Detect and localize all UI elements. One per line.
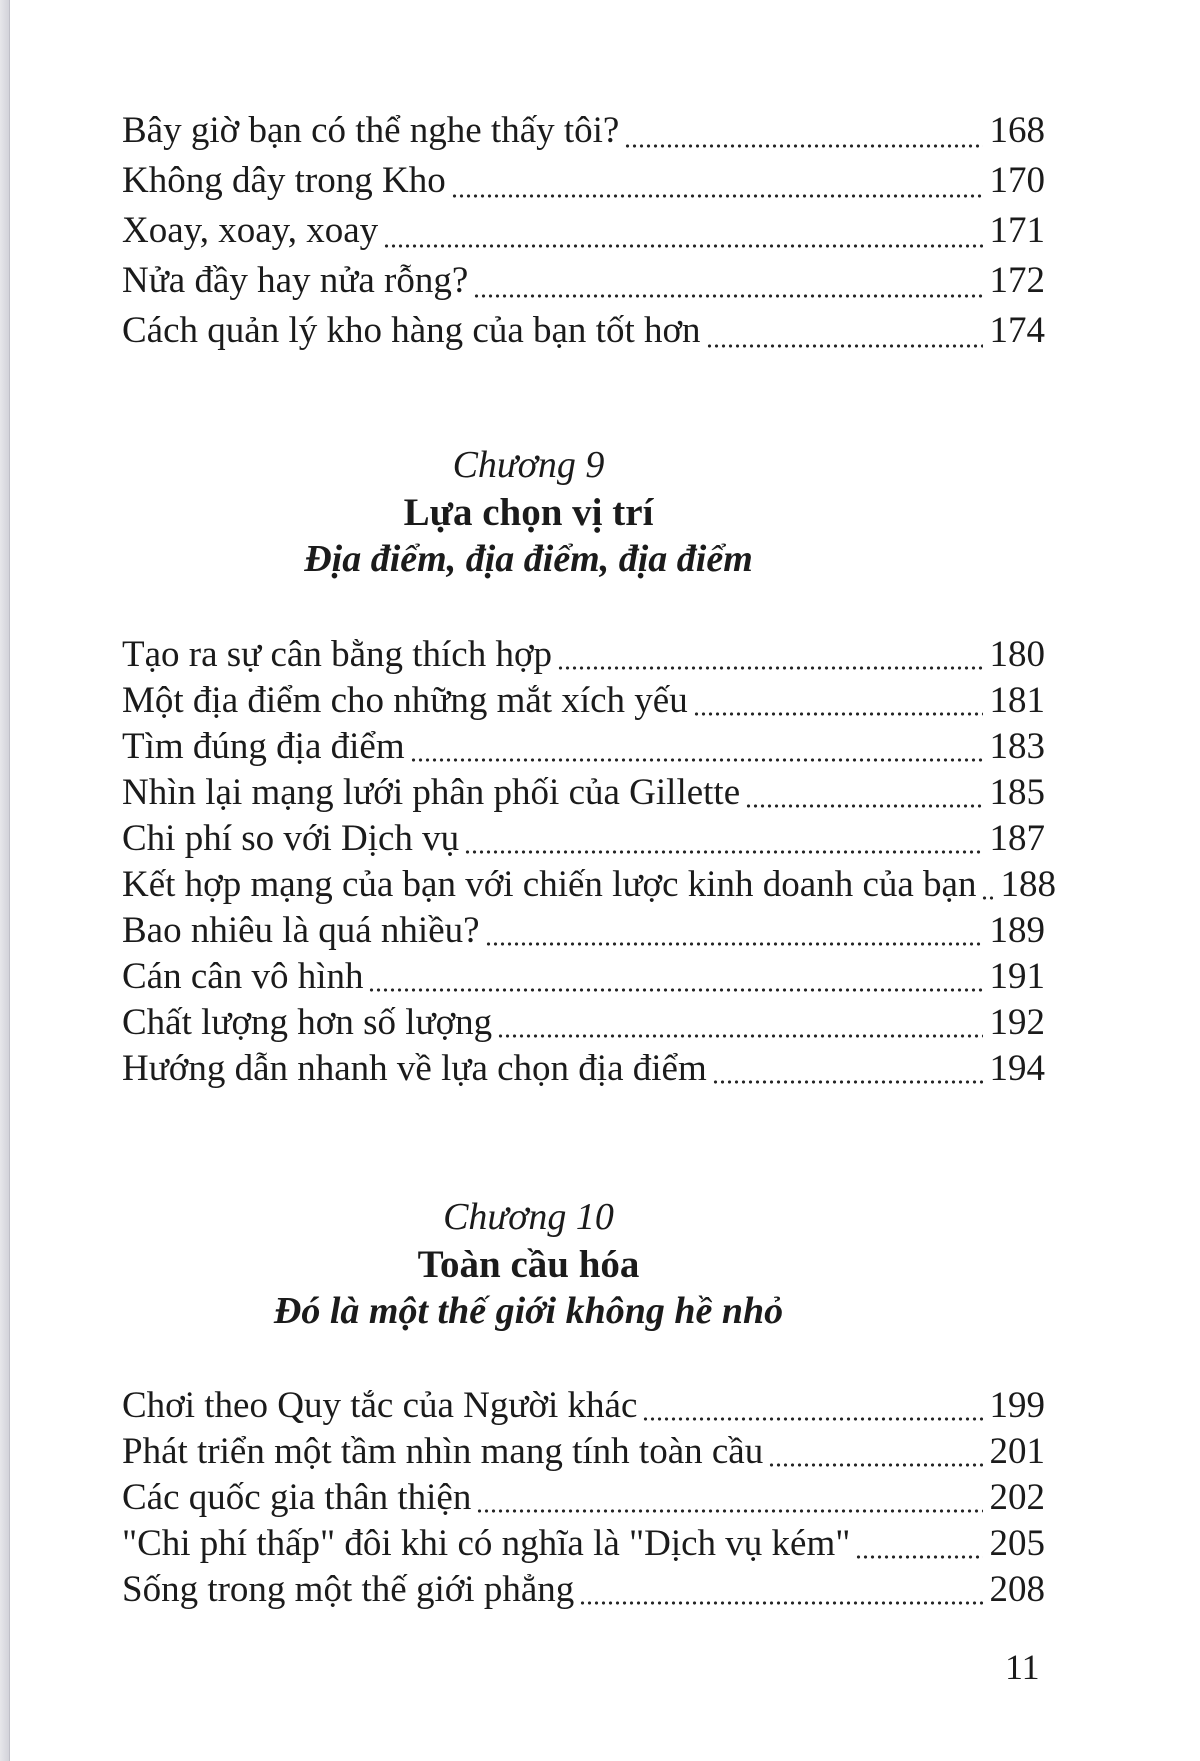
toc-entry-title: Chất lượng hơn số lượng	[122, 1002, 493, 1043]
toc-entry	[122, 156, 1045, 206]
dot-leader	[712, 1080, 983, 1084]
dot-leader	[383, 244, 982, 248]
toc-entry-title: Cách quản lý kho hàng của bạn tốt hơn	[122, 310, 701, 351]
toc-entry	[122, 816, 1045, 862]
toc-entry-title: Tạo ra sự cân bằng thích hợp	[122, 634, 553, 675]
toc-group-chapter9	[122, 632, 1056, 1092]
toc-entry-page: 194	[989, 1048, 1045, 1089]
toc-entry-page: 170	[989, 160, 1045, 201]
dot-leader	[464, 850, 982, 854]
dot-leader	[368, 988, 982, 992]
chapter-title: Toàn cầu hóa	[417, 1243, 640, 1286]
toc-entry-title: Tìm đúng địa điểm	[122, 726, 405, 767]
toc-entry-page: 205	[989, 1523, 1045, 1564]
toc-entry-page: 208	[989, 1569, 1045, 1610]
toc-entry-title: Hướng dẫn nhanh về lựa chọn địa điểm	[122, 1048, 707, 1089]
toc-entry-page: 168	[989, 110, 1045, 151]
toc-entry-title: Nửa đầy hay nửa rỗng?	[122, 260, 469, 301]
toc-entry	[122, 256, 1045, 306]
dot-leader	[579, 1601, 982, 1605]
chapter-number: Chương 9	[452, 444, 605, 486]
dot-leader	[706, 344, 983, 348]
dot-leader	[476, 1509, 982, 1513]
toc-entry-page: 192	[989, 1002, 1045, 1043]
chapter10-heading	[67, 1194, 990, 1335]
toc-entry-title: Xoay, xoay, xoay	[122, 210, 379, 251]
toc-entry	[122, 306, 1045, 356]
toc-entry-page: 199	[989, 1385, 1045, 1426]
toc-entry-page: 181	[989, 680, 1045, 721]
dot-leader	[557, 666, 982, 670]
toc-entry-title: Chơi theo Quy tắc của Người khác	[122, 1385, 638, 1426]
toc-entry-title: Kết hợp mạng của bạn với chiến lược kinh doanh của bạn	[122, 864, 977, 905]
toc-entry-page: 188	[1000, 864, 1056, 905]
toc-group-chapter8-tail	[122, 106, 1045, 356]
chapter9-heading	[67, 442, 990, 583]
dot-leader	[410, 758, 983, 762]
toc-entry-page: 171	[989, 210, 1045, 251]
toc-entry	[122, 678, 1045, 724]
chapter-number: Chương 10	[443, 1196, 614, 1238]
footer-page-number: 11	[1005, 1647, 1040, 1687]
toc-entry	[122, 770, 1045, 816]
toc-entry-page: 191	[989, 956, 1045, 997]
chapter-subtitle: Đó là một thế giới không hề nhỏ	[273, 1290, 784, 1332]
toc-entry	[122, 1000, 1045, 1046]
toc-entry	[122, 1475, 1045, 1521]
toc-entry-page: 201	[989, 1431, 1045, 1472]
toc-entry	[122, 908, 1045, 954]
dot-leader	[624, 144, 982, 148]
toc-entry-title: "Chi phí thấp" đôi khi có nghĩa là "Dịch vụ kém"	[122, 1523, 851, 1564]
toc-entry-title: Bao nhiêu là quá nhiều?	[122, 910, 480, 951]
toc-page	[122, 0, 1056, 1613]
toc-entry	[122, 1046, 1045, 1092]
toc-entry	[122, 1567, 1045, 1613]
toc-entry-title: Các quốc gia thân thiện	[122, 1477, 472, 1518]
toc-entry	[122, 724, 1045, 770]
dot-leader	[693, 712, 983, 716]
toc-entry	[122, 862, 1056, 908]
dot-leader	[981, 896, 993, 900]
toc-entry	[122, 632, 1045, 678]
toc-entry-title: Phát triển một tầm nhìn mang tính toàn cầu	[122, 1431, 764, 1472]
toc-entry-title: Chi phí so với Dịch vụ	[122, 818, 460, 859]
toc-group-chapter10	[122, 1383, 1045, 1613]
toc-entry-title: Sống trong một thế giới phẳng	[122, 1569, 575, 1610]
toc-entry-title: Nhìn lại mạng lưới phân phối của Gillette	[122, 772, 741, 813]
dot-leader	[855, 1555, 982, 1559]
toc-entry-page: 180	[989, 634, 1045, 675]
dot-leader	[497, 1034, 982, 1038]
toc-entry-title: Một địa điểm cho những mắt xích yếu	[122, 680, 688, 721]
toc-entry-page: 185	[989, 772, 1045, 813]
toc-entry	[122, 106, 1045, 156]
toc-entry-title: Cán cân vô hình	[122, 956, 364, 997]
toc-entry	[122, 1383, 1045, 1429]
toc-entry-page: 174	[989, 310, 1045, 351]
dot-leader	[473, 294, 982, 298]
toc-entry-page: 189	[989, 910, 1045, 951]
toc-entry	[122, 1429, 1045, 1475]
toc-entry-page: 187	[989, 818, 1045, 859]
chapter-title: Lựa chọn vị trí	[403, 491, 654, 534]
dot-leader	[642, 1417, 982, 1421]
toc-entry-page: 183	[989, 726, 1045, 767]
scan-edge-shadow	[0, 0, 10, 1761]
dot-leader	[451, 194, 983, 198]
toc-entry-page: 202	[989, 1477, 1045, 1518]
toc-entry	[122, 1521, 1045, 1567]
dot-leader	[485, 942, 983, 946]
dot-leader	[768, 1463, 982, 1467]
toc-entry	[122, 954, 1045, 1000]
dot-leader	[745, 804, 982, 808]
chapter-subtitle: Địa điểm, địa điểm, địa điểm	[304, 538, 753, 580]
toc-entry-title: Bây giờ bạn có thể nghe thấy tôi?	[122, 110, 620, 151]
toc-entry	[122, 206, 1045, 256]
toc-entry-title: Không dây trong Kho	[122, 160, 446, 201]
toc-entry-page: 172	[989, 260, 1045, 301]
